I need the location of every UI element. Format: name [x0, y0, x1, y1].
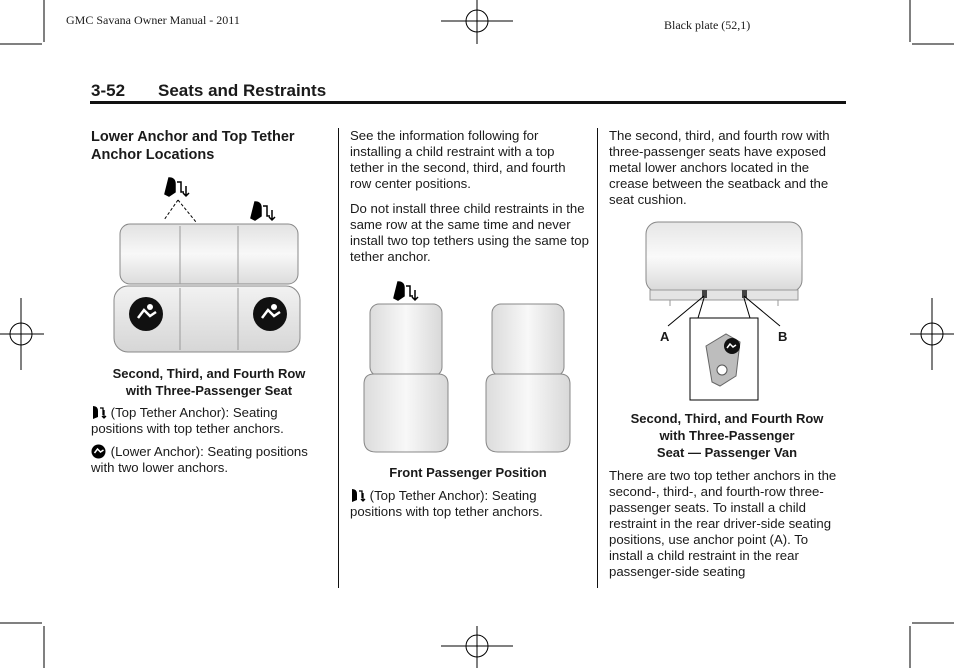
tether-anchor-para: There are two top tether anchors in the second-, third-, and fourth-row three-passenger seats. To install a child restraint in the rear driver-side seating positions, use anchor point (A). To install a child restraint in the rear passenger-side seating — [609, 468, 837, 579]
lower-anchor-icon — [91, 444, 107, 459]
legend-tether: (Top Tether Anchor): Seating positions with top tether anchors. — [91, 405, 284, 436]
anchor-label-b: B — [778, 329, 788, 344]
lower-anchor-icon — [129, 297, 163, 331]
section-title: Seats and Restraints — [158, 81, 327, 100]
manual-title: GMC Savana Owner Manual - 2011 — [66, 13, 240, 27]
column-divider-2 — [597, 128, 598, 588]
column-1 — [91, 128, 331, 164]
plate-label: Black plate (52,1) — [664, 18, 751, 32]
top-tether-icon — [165, 178, 189, 196]
front-passenger-caption: Front Passenger Position — [389, 465, 547, 480]
column-2 — [350, 128, 590, 274]
anchor-locations-heading: Lower Anchor and Top Tether Anchor Locations — [91, 129, 295, 163]
column-divider-1 — [338, 128, 339, 588]
lower-anchor-icon — [253, 297, 287, 331]
legend-lower: (Lower Anchor): Seating positions with two lower anchors. — [91, 444, 308, 475]
column-3 — [609, 128, 841, 217]
rear-bench-caption: Second, Third, and Fourth Row with Three-Passenger Seat — [112, 366, 306, 398]
front-passenger-illustration — [358, 280, 580, 456]
top-tether-icon — [251, 202, 275, 220]
lower-anchor-icon — [724, 338, 740, 354]
header-rule — [90, 101, 846, 104]
warning-para: Do not install three child restraints in the same row at the same time and never install two top tethers using the same top tether anchor. — [350, 201, 589, 264]
legend-tether-front: (Top Tether Anchor): Seating positions with top tether anchors. — [350, 488, 543, 519]
center-position-para: See the information following for installing a child restraint with a top tether in the second, third, and fourth row center positions. — [350, 128, 566, 191]
top-tether-icon — [350, 488, 366, 503]
page-number: 3-52 — [91, 81, 126, 100]
rear-bench-illustration — [112, 174, 306, 356]
top-tether-icon — [91, 405, 107, 420]
lower-anchors-para: The second, third, and fourth row with three-passenger seats have exposed metal lower anchors located in the crease between the seatback and the seat cushion. — [609, 128, 830, 207]
tether-anchor-para-block — [609, 468, 841, 589]
top-tether-icon — [394, 282, 418, 300]
seatback-anchor-illustration — [640, 218, 808, 404]
seatback-anchor-caption: Second, Third, and Fourth Row with Three-Passenger Seat — Passenger Van — [630, 411, 824, 460]
anchor-label-a: A — [660, 329, 670, 344]
